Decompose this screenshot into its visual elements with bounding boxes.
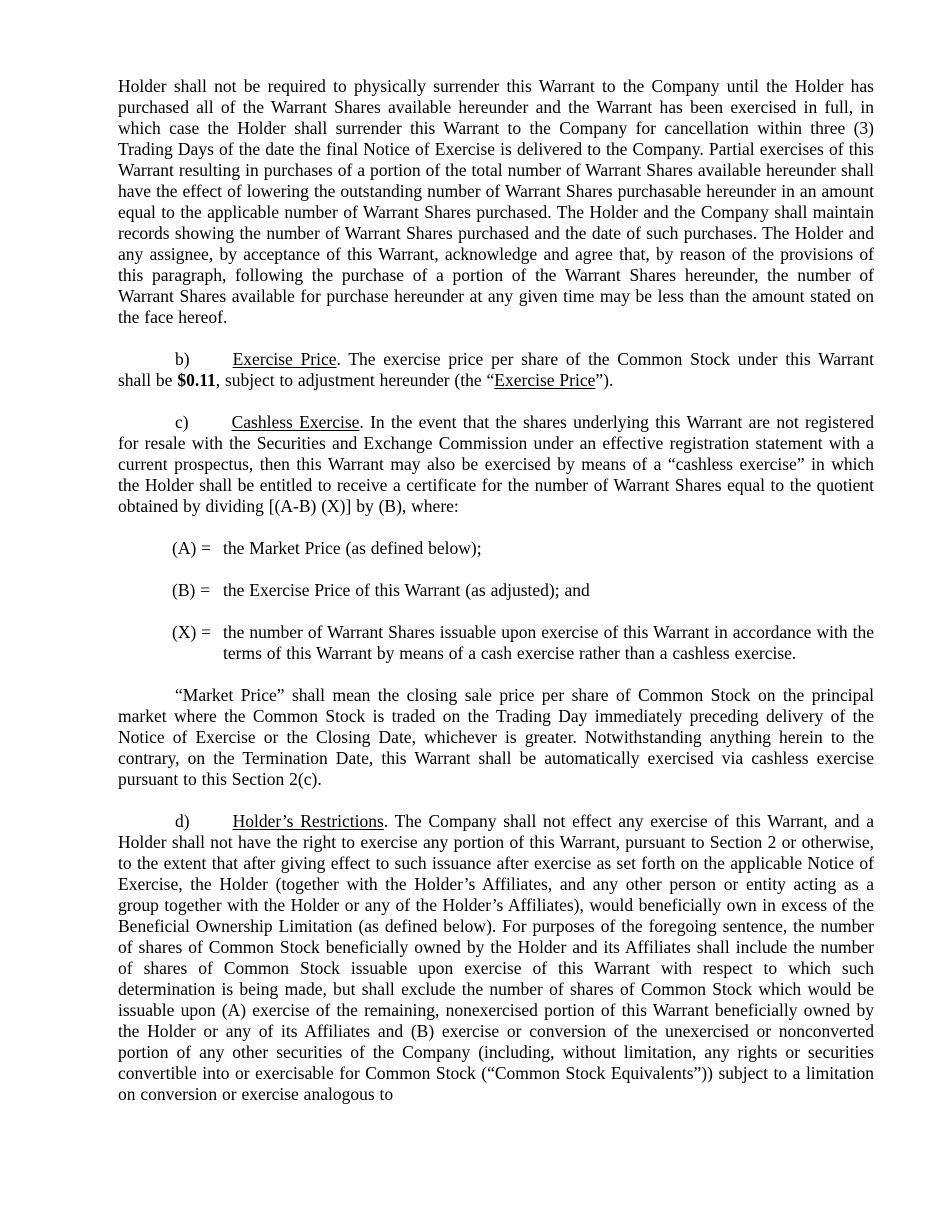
para-market-price-definition — [118, 685, 874, 790]
para-physical-surrender — [118, 76, 874, 328]
bold-value: $0.11 — [177, 370, 216, 390]
definition-label: (A) = — [172, 538, 212, 558]
paragraph-text: Holder shall not be required to physically surrender this Warrant to the Company until the Holder has purchased all of the Warrant Shares available hereunder and the Warrant has been exercised in full, in which case the Holder shall surrender this Warrant to the Company for cancellation within three (3) Trading Days of the date the final Notice of Exercise is delivered to the Company. Partial exercises of this Warrant resulting in purchases of a portion of the total number of Warrant Shares available hereunder shall have the effect of lowering the outstanding number of Warrant Shares purchasable hereunder in an amount equal to the applicable number of Warrant Shares purchased. The Holder and the Company shall maintain records showing the number of Warrant Shares purchased and the date of such purchases. The Holder and any assignee, by acceptance of this Warrant, acknowledge and agree that, by reason of the provisions of this paragraph, following the purchase of a portion of the Warrant Shares hereunder, the number of Warrant Shares available for purchase hereunder at any given time may be less than the amount stated on the face hereof. — [118, 76, 874, 327]
document-content — [118, 76, 874, 1105]
definition-label: (X) = — [172, 622, 212, 642]
para-holders-restrictions — [118, 811, 874, 1105]
paragraph-text: . The exercise price per share of the Common Stock under this Warrant shall be — [118, 349, 874, 390]
paragraph-text: . In the event that the shares underlying this Warrant are not registered for resale with the Securities and Exchange Commission under an effective registration statement with a current prospectus, then this Warrant may also be exercised by means of a “cashless exercise” in which the Holder shall be entitled to receive a certificate for the number of Warrant Shares equal to the quotient obtained by dividing [(A-B) (X)] by (B), where: — [118, 412, 874, 516]
paragraph-text: , subject to adjustment hereunder (the “ — [215, 370, 495, 390]
underlined-term: Cashless Exercise — [231, 412, 360, 432]
underlined-term: Exercise Price — [494, 370, 596, 390]
paragraph-text: the Exercise Price of this Warrant (as adjusted); and — [223, 580, 590, 600]
paragraph-text: “Market Price” shall mean the closing sale price per share of Common Stock on the principal market where the Common Stock is traded on the Trading Day immediately preceding delivery of the Notice of Exercise or the Closing Date, whichever is greater. Notwithstanding anything herein to the contrary, on the Termination Date, this Warrant shall be automatically exercised via cashless exercise pursuant to this Section 2(c). — [118, 685, 874, 789]
paragraph-letter-label: b) — [175, 349, 190, 369]
definition-label: (B) = — [172, 580, 211, 600]
underlined-term: Exercise Price — [232, 349, 337, 369]
para-exercise-price — [118, 349, 874, 391]
definition-exercise-price-b — [118, 580, 874, 601]
paragraph-text: . The Company shall not effect any exercise of this Warrant, and a Holder shall not have the right to exercise any portion of this Warrant, pursuant to Section 2 or otherwise, to the extent that after giving effect to such issuance after exercise as set forth on the applicable Notice of Exercise, the Holder (together with the Holder’s Affiliates, and any other person or entity acting as a group together with the Holder or any of the Holder’s Affiliates), would beneficially own in excess of the Beneficial Ownership Limitation (as defined below). For purposes of the foregoing sentence, the number of shares of Common Stock beneficially owned by the Holder and its Affiliates shall include the number of shares of Common Stock issuable upon exercise of this Warrant with respect to which such determination is being made, but shall exclude the number of shares of Common Stock which would be issuable upon (A) exercise of the remaining, nonexercised portion of this Warrant beneficially owned by the Holder or any of its Affiliates and (B) exercise or conversion of the unexercised or nonconverted portion of any other securities of the Company (including, without limitation, any rights or securities convertible into or exercisable for Common Stock (“Common Stock Equivalents”)) subject to a limitation on conversion or exercise analogous to — [118, 811, 874, 1104]
paragraph-text: the Market Price (as defined below); — [223, 538, 482, 558]
definition-market-price-a — [118, 538, 874, 559]
paragraph-text: the number of Warrant Shares issuable upon exercise of this Warrant in accordance with the terms of this Warrant by means of a cash exercise rather than a cashless exercise. — [223, 622, 874, 663]
definition-warrant-shares-x — [118, 622, 874, 664]
paragraph-letter-label: c) — [175, 412, 189, 432]
paragraph-text: ”). — [595, 370, 614, 390]
para-cashless-exercise — [118, 412, 874, 517]
paragraph-letter-label: d) — [175, 811, 190, 831]
underlined-term: Holder’s Restrictions — [232, 811, 384, 831]
